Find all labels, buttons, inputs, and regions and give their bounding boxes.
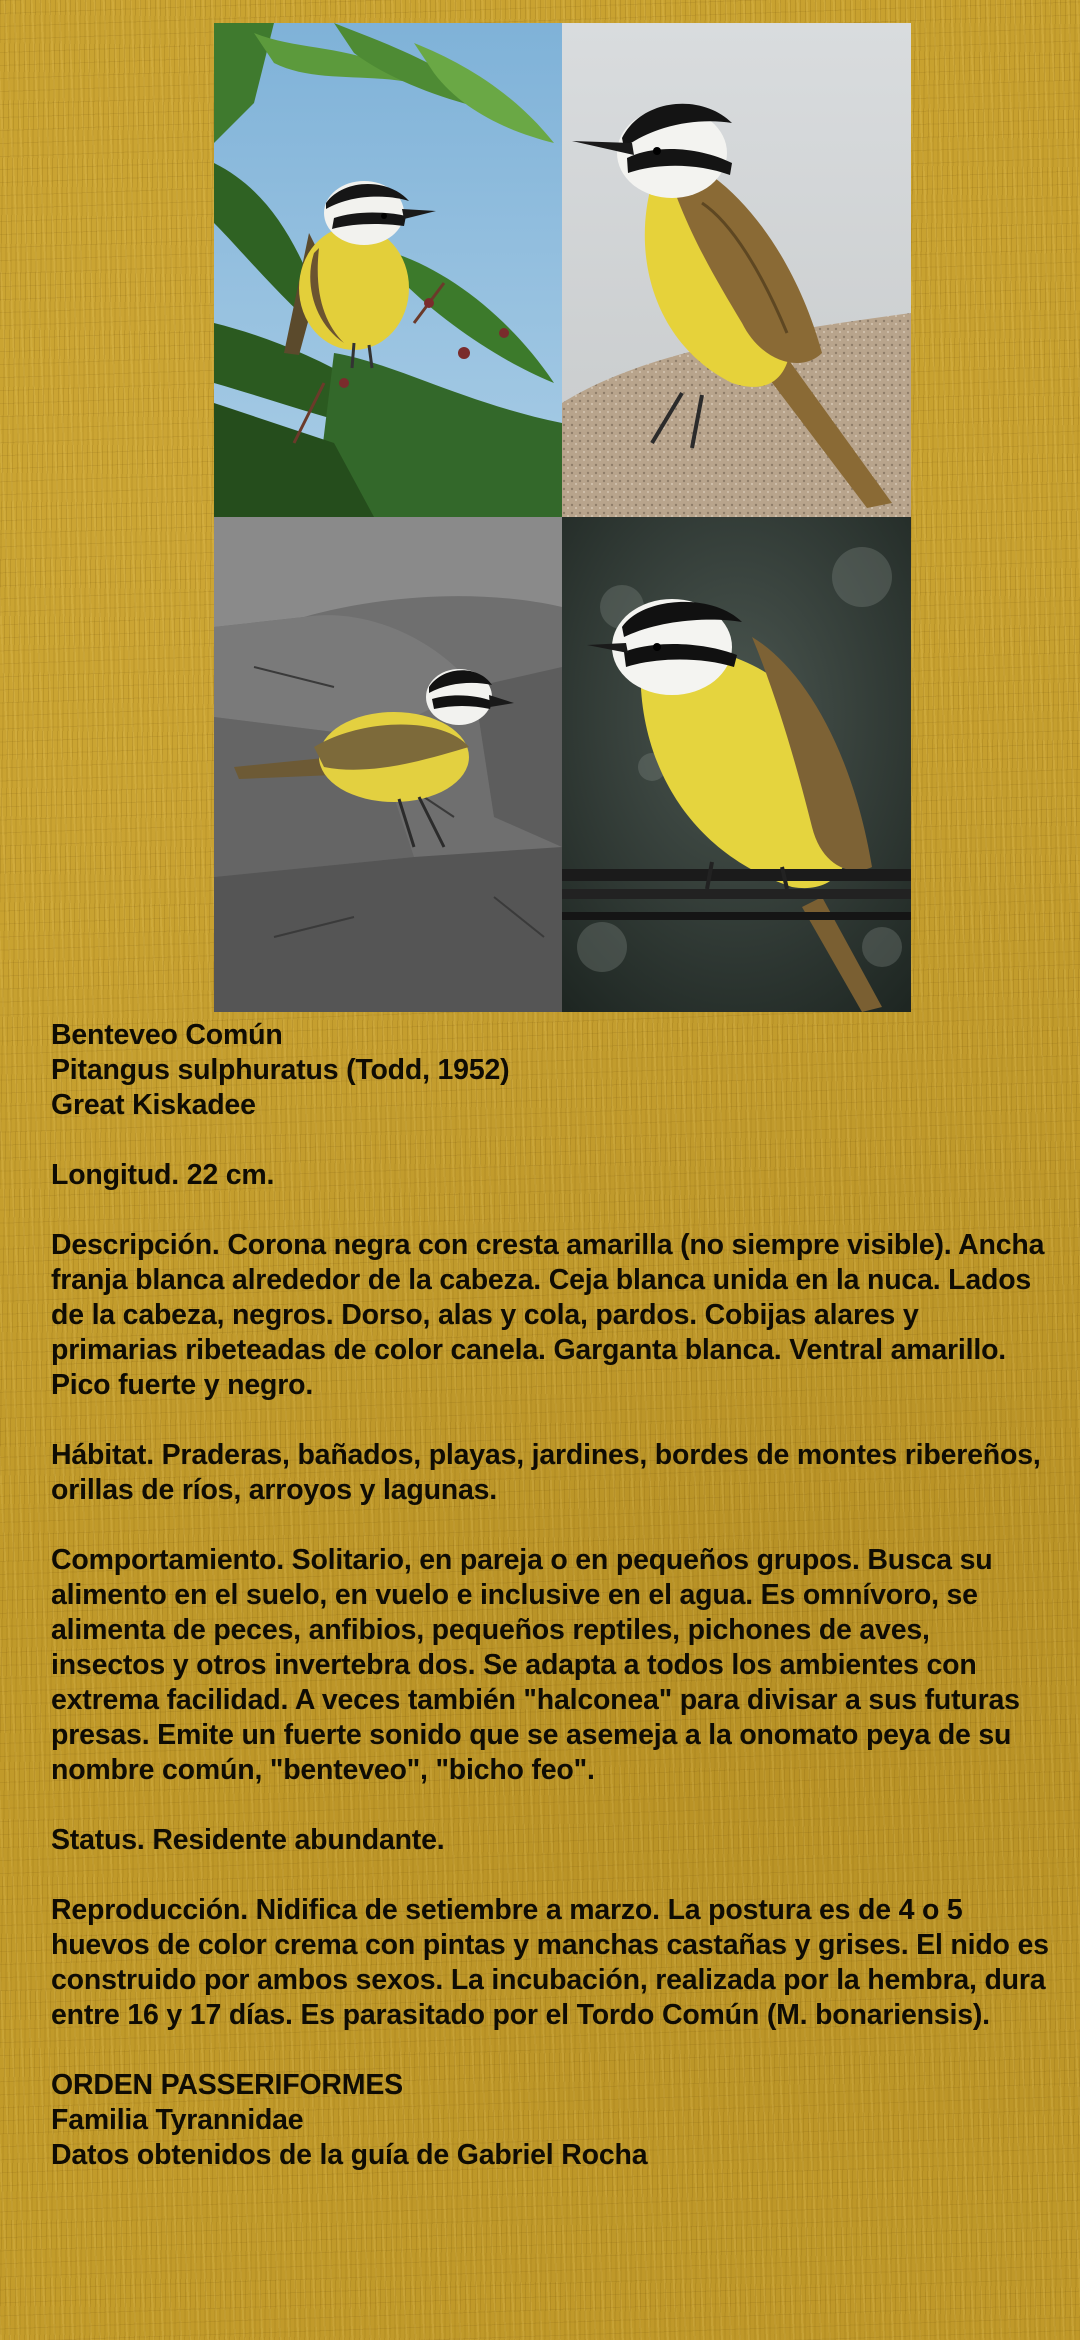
habitat-paragraph: Hábitat. Praderas, bañados, playas, jardines, bordes de montes ribereños, orillas de ríos, arroyos y lagunas. [51,1439,1041,1506]
bird-photo-collage [214,23,911,1012]
behavior-paragraph: Comportamiento. Solitario, en pareja o en pequeños grupos. Busca su alimento en el suelo, en vuelo e inclusive en el agua. Es omnívoro, se alimenta de peces, anfibios, pequeños reptiles, pichones de aves, insectos y otros invertebra dos. Se adapta a todos los ambientes con extrema facilidad. A veces también "halconea" para divisar a sus futuras presas. Emite un fuerte sonido que se asemeja a la onomato peya de su nombre común, "benteveo", "bicho feo". [51,1544,1020,1786]
kiskadee-on-rock-photo [562,23,911,517]
status-paragraph: Status. Residente abundante. [51,1824,445,1856]
source-credit: Datos obtenidos de la guía de Gabriel Rocha [51,2139,648,2171]
english-name: Great Kiskadee [51,1089,256,1121]
order-label: ORDEN PASSERIFORMES [51,2069,403,2101]
description-paragraph: Descripción. Corona negra con cresta amarilla (no siempre visible). Ancha franja blanca alrededor de la cabeza. Ceja blanca unida en la nuca. Lados de la cabeza, negros. Dorso, alas y cola, pardos. Cobijas alares y primarias ribeteadas de color canela. Garganta blanca. Ventral amarillo. Pico fuerte y negro. [51,1229,1045,1401]
scientific-name: Pitangus sulphuratus (Todd, 1952) [51,1054,510,1086]
kiskadee-on-wire-photo [562,517,911,1012]
family-label: Familia Tyrannidae [51,2104,304,2136]
length-paragraph: Longitud. 22 cm. [51,1159,275,1191]
taxonomy-paragraph [51,2068,1051,2173]
kiskadee-on-gray-rocks-photo [214,517,562,1012]
kiskadee-perched-in-foliage-photo [214,23,562,517]
common-name: Benteveo Común [51,1019,283,1051]
reproduction-paragraph: Reproducción. Nidifica de setiembre a marzo. La postura es de 4 o 5 huevos de color crema con pintas y manchas castañas y grises. El nido es construido por ambos sexos. La incubación, realizada por la hembra, dura entre 16 y 17 días. Es parasitado por el Tordo Común (M. bonariensis). [51,1894,1049,2031]
species-names [51,1018,1051,1123]
species-info-text [51,1018,1051,2173]
